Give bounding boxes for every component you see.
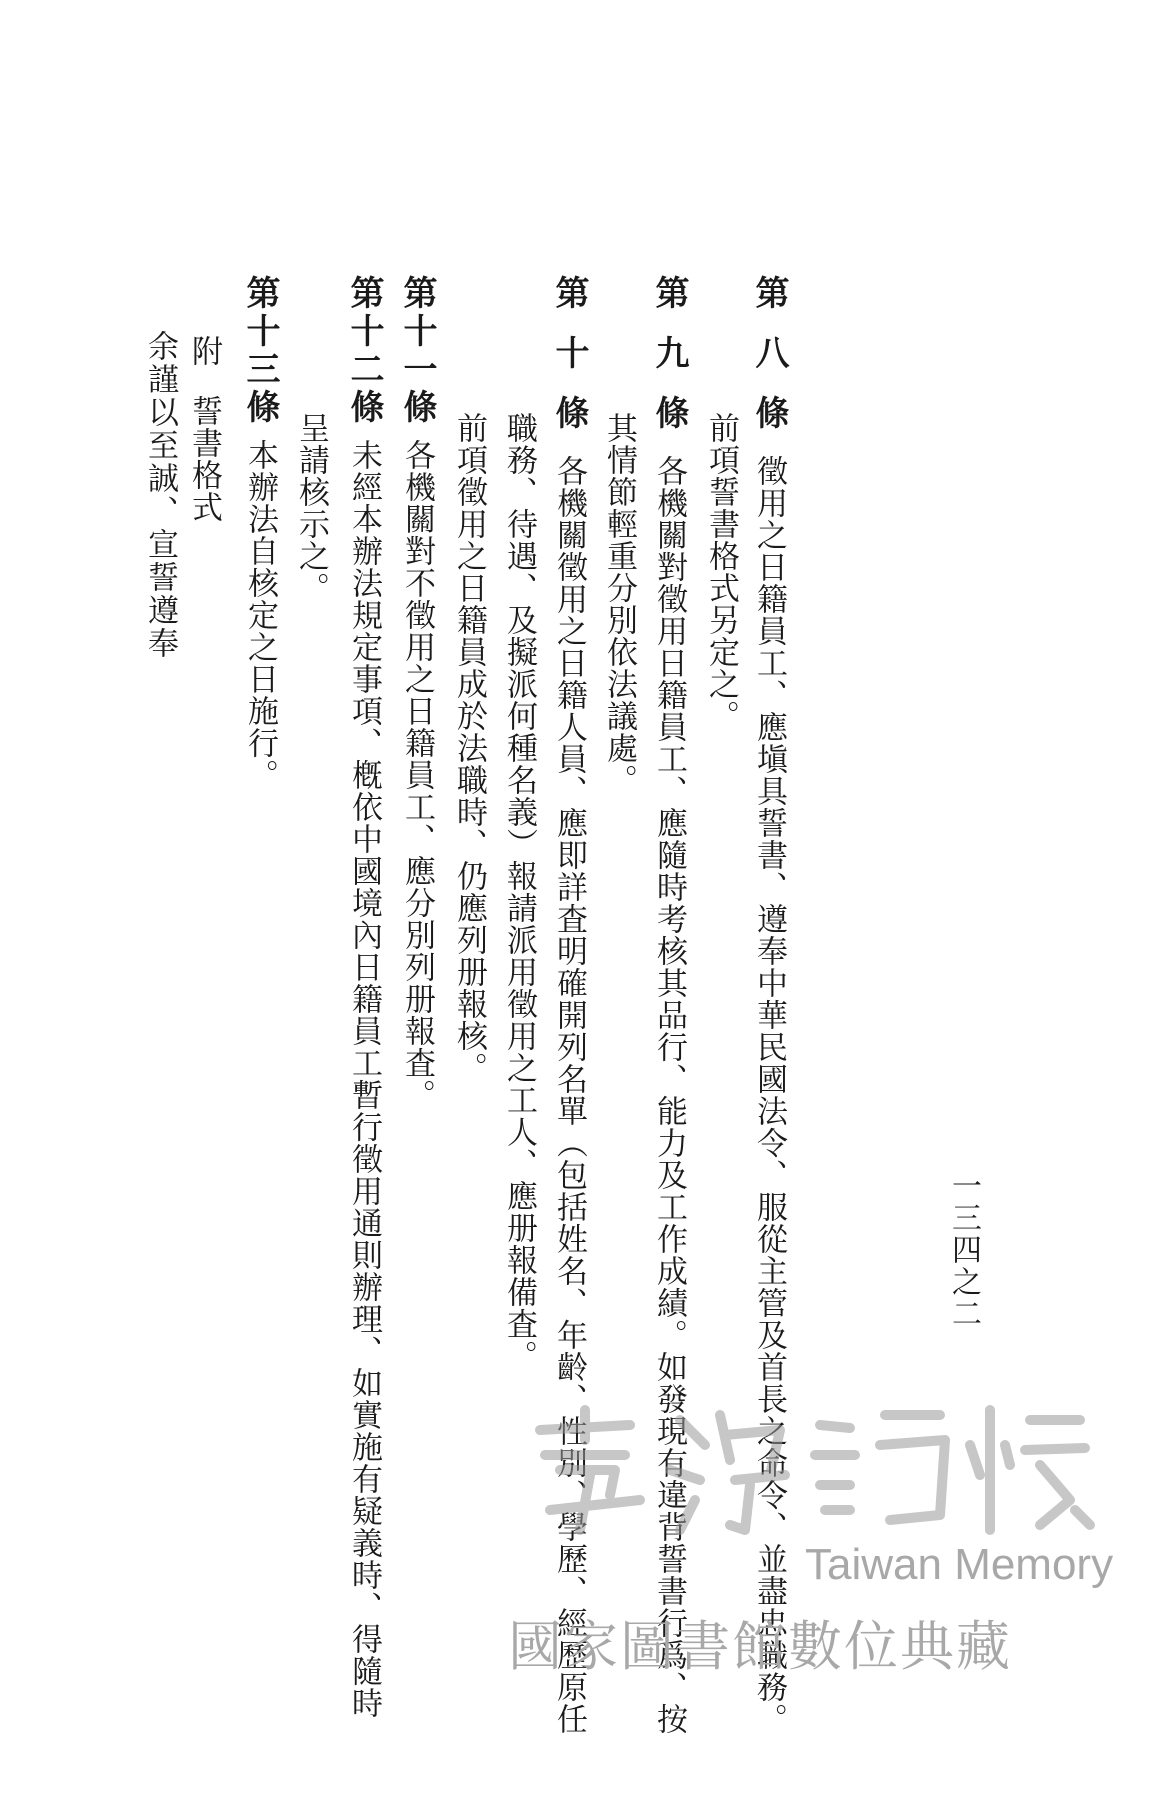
article-9-column (649, 275, 689, 1735)
article-text: 前項誓書格式另定之。 (703, 412, 739, 732)
page-number: 一三四之二 (946, 1170, 981, 1330)
article-label: 第十二條 (344, 275, 384, 427)
article-text: 本辦法自核定之日施行。 (242, 439, 278, 791)
article-label: 第十一條 (397, 275, 437, 427)
article-text: 各機關對徵用日籍員工、應隨時考核其品行、能力及工作成績。如發現有違背誓書行爲、按 (651, 455, 687, 1735)
watermark-brush-logo (520, 1400, 1100, 1540)
article-label: 第十三條 (240, 275, 280, 427)
article-10-continuation (501, 275, 537, 1372)
article-text: 前項徵用之日籍員成於法職時、仍應列册報核。 (451, 412, 487, 1084)
article-12-continuation (293, 275, 329, 604)
article-label: 第八條 (749, 275, 789, 455)
article-13-column (240, 275, 280, 791)
article-9-continuation (601, 275, 637, 796)
article-label: 第九條 (649, 275, 689, 455)
article-text: 未經本辦法規定事項、槪依中國境內日籍員工暫行徵用通則辦理、如實施有疑義時、得隨時 (346, 439, 382, 1719)
appendix-title: 誓書格式 (186, 395, 222, 523)
article-label: 第十條 (549, 275, 589, 455)
appendix-label: 附 (186, 335, 222, 367)
article-12-column (344, 275, 384, 1719)
watermark-english: Taiwan Memory (805, 1540, 1114, 1589)
article-text: 其情節輕重分別依法議處。 (601, 412, 637, 796)
article-10-column (549, 275, 589, 1735)
article-text: 徵用之日籍員工、應塡具誓書、遵奉中華民國法令、服從主管及首長之命令、並盡忠職務。 (751, 455, 787, 1735)
article-11-column (397, 275, 437, 1111)
appendix-column (186, 275, 222, 523)
oath-text: 余謹以至誠、宣誓遵奉 (142, 330, 178, 660)
article-8-continuation (703, 275, 739, 732)
article-text: 職務、待遇、及擬派何種名義）報請派用徵用之工人、應册報備査。 (501, 412, 537, 1372)
article-text: 各機關對不徵用之日籍員工、應分別列册報査。 (399, 439, 435, 1111)
article-text: 各機關徵用之日籍人員、應即詳査明確開列名單（包括姓名、年齡、性別、學歷、經歷原任 (551, 455, 587, 1735)
article-8-label-column (749, 275, 789, 1735)
watermark-chinese: 國家圖書館數位典藏 (508, 1615, 1012, 1678)
article-text: 呈請核示之。 (293, 412, 329, 604)
article-10-continuation-2 (451, 275, 487, 1084)
